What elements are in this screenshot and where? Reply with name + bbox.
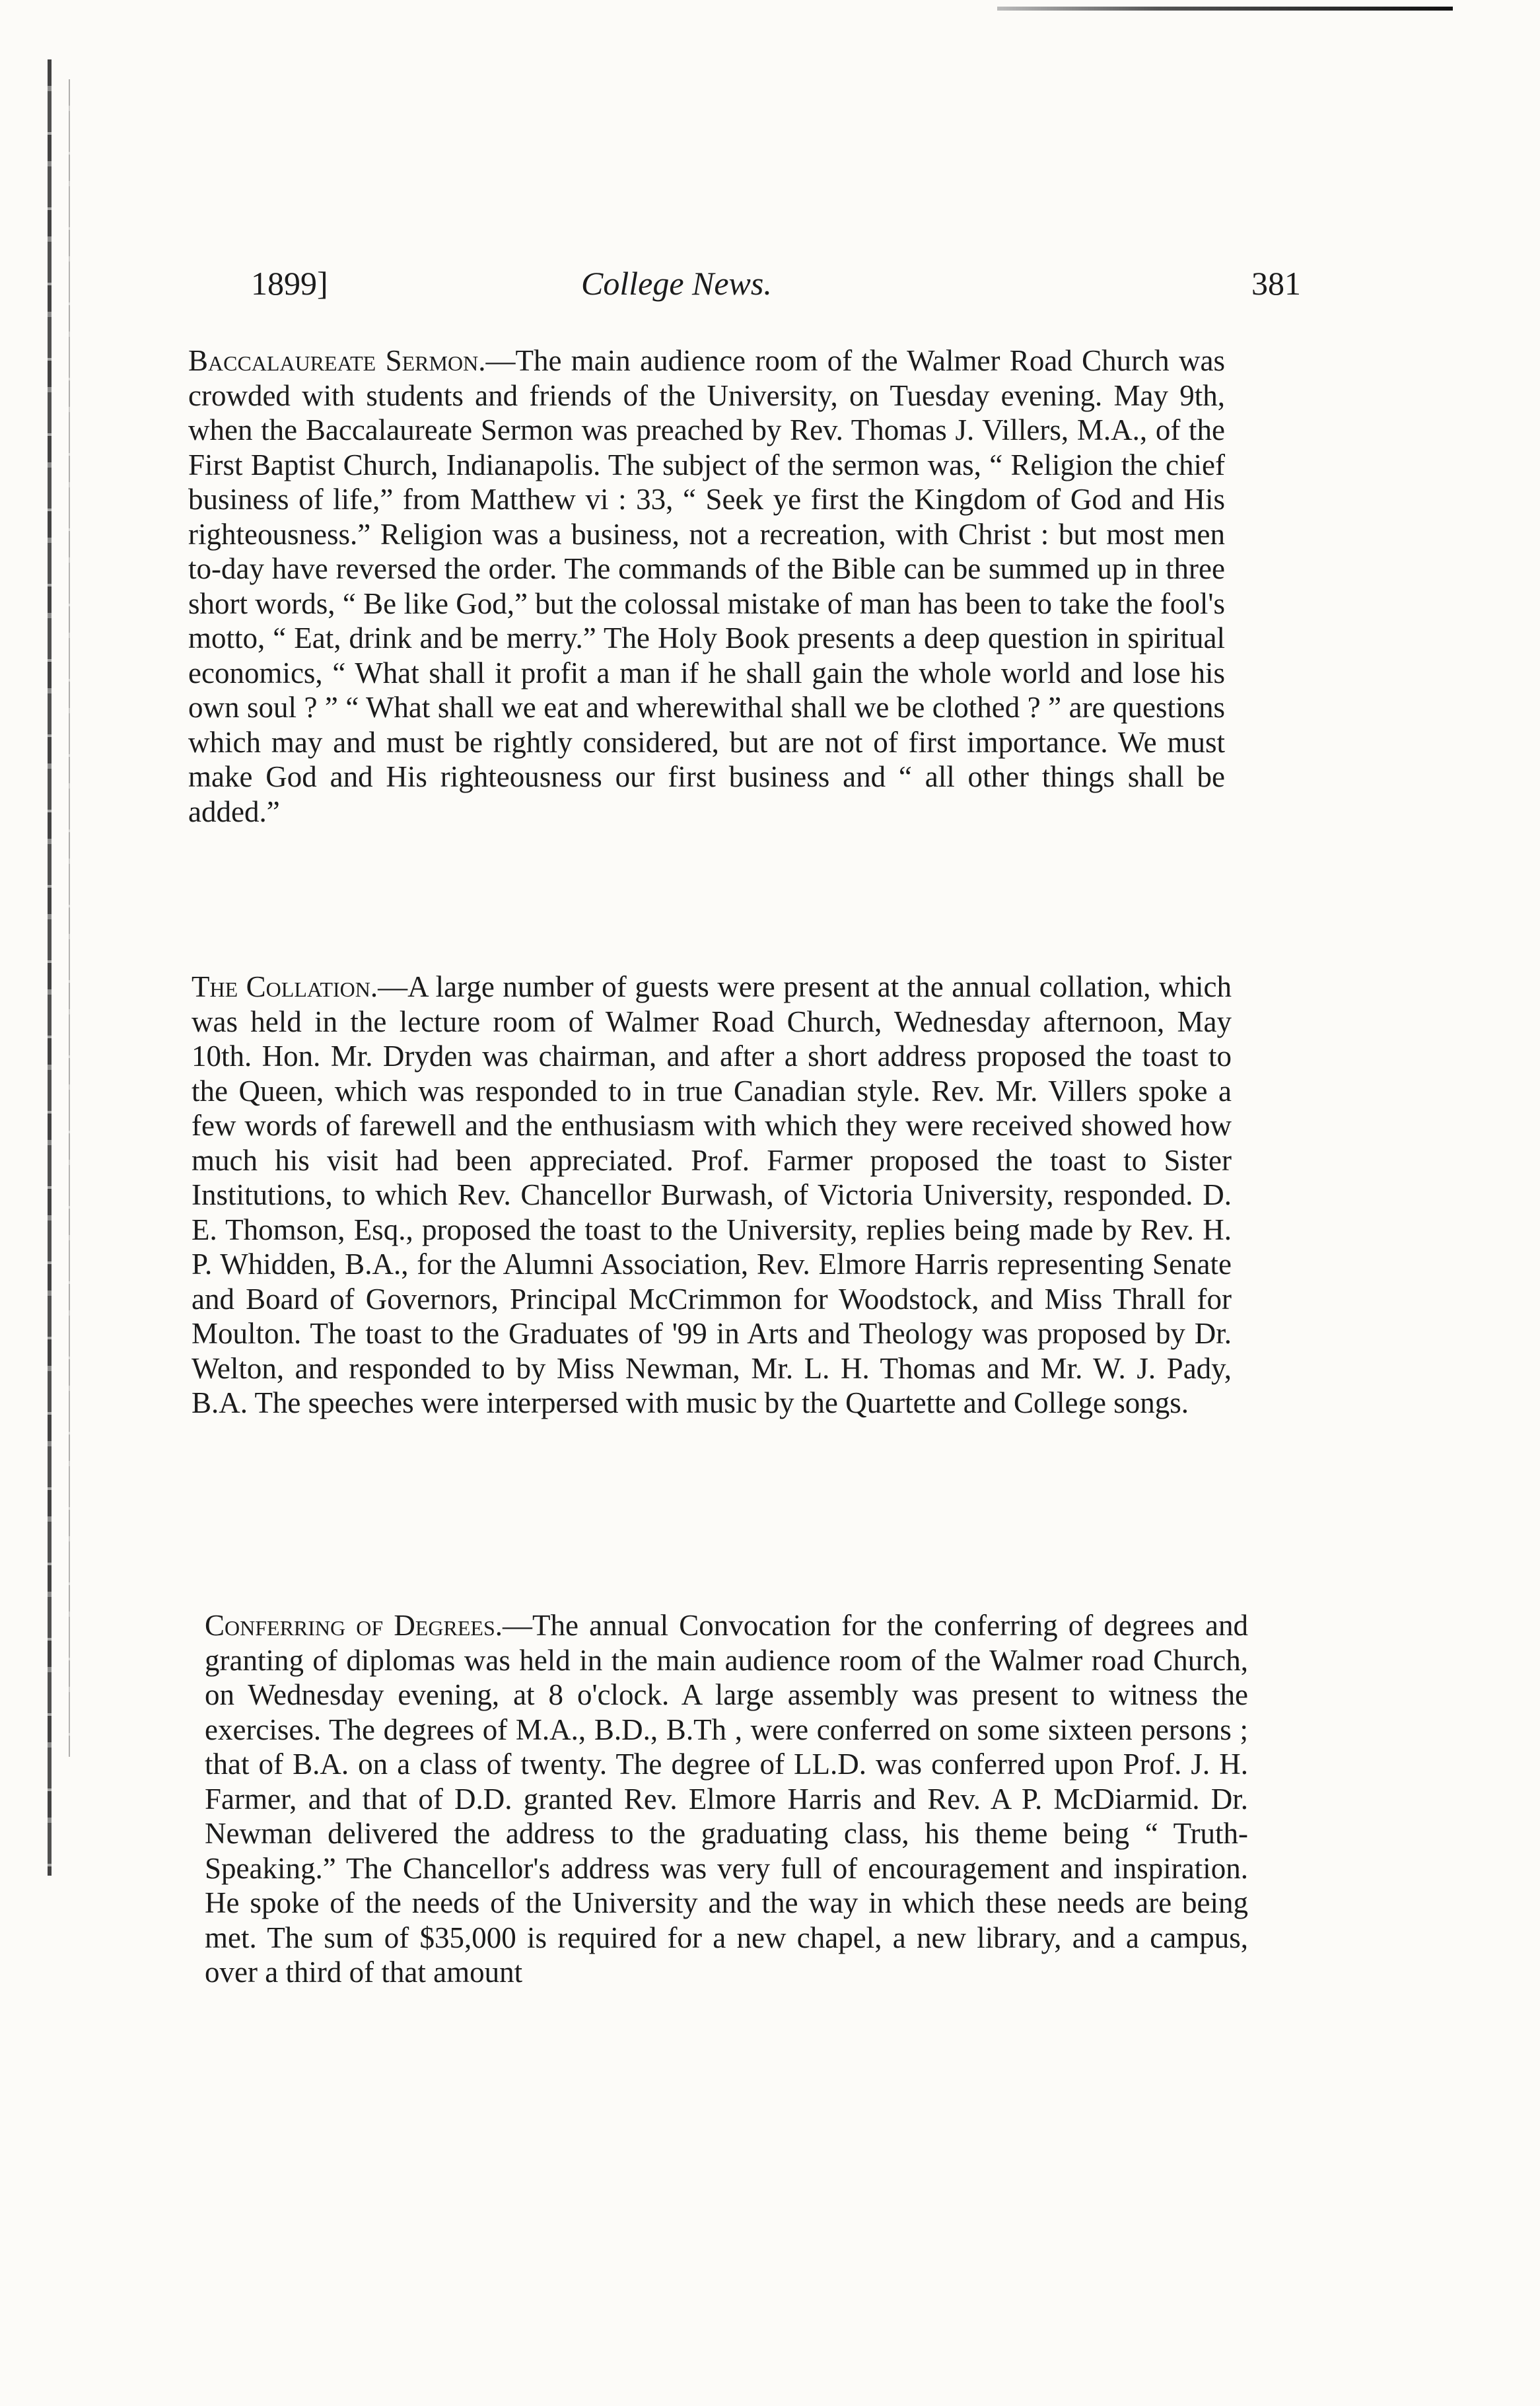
section-heading: The Collation.: [192, 970, 378, 1003]
scan-edge-mark-faint: [69, 79, 70, 1757]
page-number: 381: [1251, 265, 1301, 302]
top-rule: [997, 7, 1453, 11]
paragraph-the-collation: [192, 970, 1232, 1421]
paragraph-body: —A large number of guests were present at the annual collation, which was held in the lecture room of Walmer Road Church, Wednesday afternoon, May 10th. Hon. Mr. Dryden was chairman, and after a short address proposed the toast to the Queen, which was responded to in true Canadian style. Rev. Mr. Villers spoke a few words of farewell and the enthusiasm with which they were received showed how much his visit had been appreciated. Prof. Farmer proposed the toast to Sister Institutions, to which Rev. Chancellor Burwash, of Victoria University, responded. D. E. Thomson, Esq., proposed the toast to the University, replies being made by Rev. H. P. Whidden, B.A., for the Alumni Association, Rev. Elmore Harris representing Senate and Board of Governors, Principal McCrimmon for Woodstock, and Miss Thrall for Moulton. The toast to the Graduates of '99 in Arts and Theology was proposed by Dr. Welton, and responded to by Miss Newman, Mr. L. H. Thomas and Mr. W. J. Pady, B.A. The speeches were interpersed with music by the Quartette and College songs.: [192, 970, 1232, 1419]
running-header: [251, 264, 1301, 317]
paragraph-conferring-of-degrees: [205, 1608, 1248, 1990]
paragraph-body: —The annual Convocation for the conferring of degrees and granting of diplomas was held in the main audience room of the Walmer road Church, on Wednesday evening, at 8 o'clock. A large assembly was present to witness the exercises. The degrees of M.A., B.D., B.Th , were conferred on some sixteen persons ; that of B.A. on a class of twenty. The degree of LL.D. was conferred upon Prof. J. H. Farmer, and that of D.D. granted Rev. Elmore Harris and Rev. A P. McDiarmid. Dr. Newman delivered the address to the graduating class, his theme being “ Truth-Speaking.” The Chancellor's address was very full of encouragement and inspiration. He spoke of the needs of the University and the way in which these needs are being met. The sum of $35,000 is required for a new chapel, a new library, and a campus, over a third of that amount: [205, 1609, 1248, 1989]
header-year: 1899]: [251, 265, 328, 302]
header-title: College News.: [581, 265, 772, 302]
scan-edge-mark: [48, 59, 52, 1876]
section-heading: Baccalaureate Sermon.: [188, 344, 486, 377]
paragraph-body: —The main audience room of the Walmer Road Church was crowded with students and friends of the University, on Tuesday evening. May 9th, when the Baccalaureate Sermon was preached by Rev. Thomas J. Villers, M.A., of the First Baptist Church, Indianapolis. The subject of the sermon was, “ Religion the chief business of life,” from Matthew vi : 33, “ Seek ye first the Kingdom of God and His righteousness.” Religion was a business, not a recreation, with Christ : but most men to-day have reversed the order. The commands of the Bible can be summed up in three short words, “ Be like God,” but the colossal mistake of man has been to take the fool's motto, “ Eat, drink and be merry.” The Holy Book presents a deep question in spiritual economics, “ What shall it profit a man if he shall gain the whole world and lose his own soul ? ” “ What shall we eat and wherewithal shall we be clothed ? ” are questions which may and must be rightly considered, but are not of first importance. We must make God and His righteousness our first business and “ all other things shall be added.”: [188, 344, 1225, 828]
paragraph-baccalaureate-sermon: [188, 343, 1225, 829]
section-heading: Conferring of Degrees.: [205, 1609, 503, 1642]
